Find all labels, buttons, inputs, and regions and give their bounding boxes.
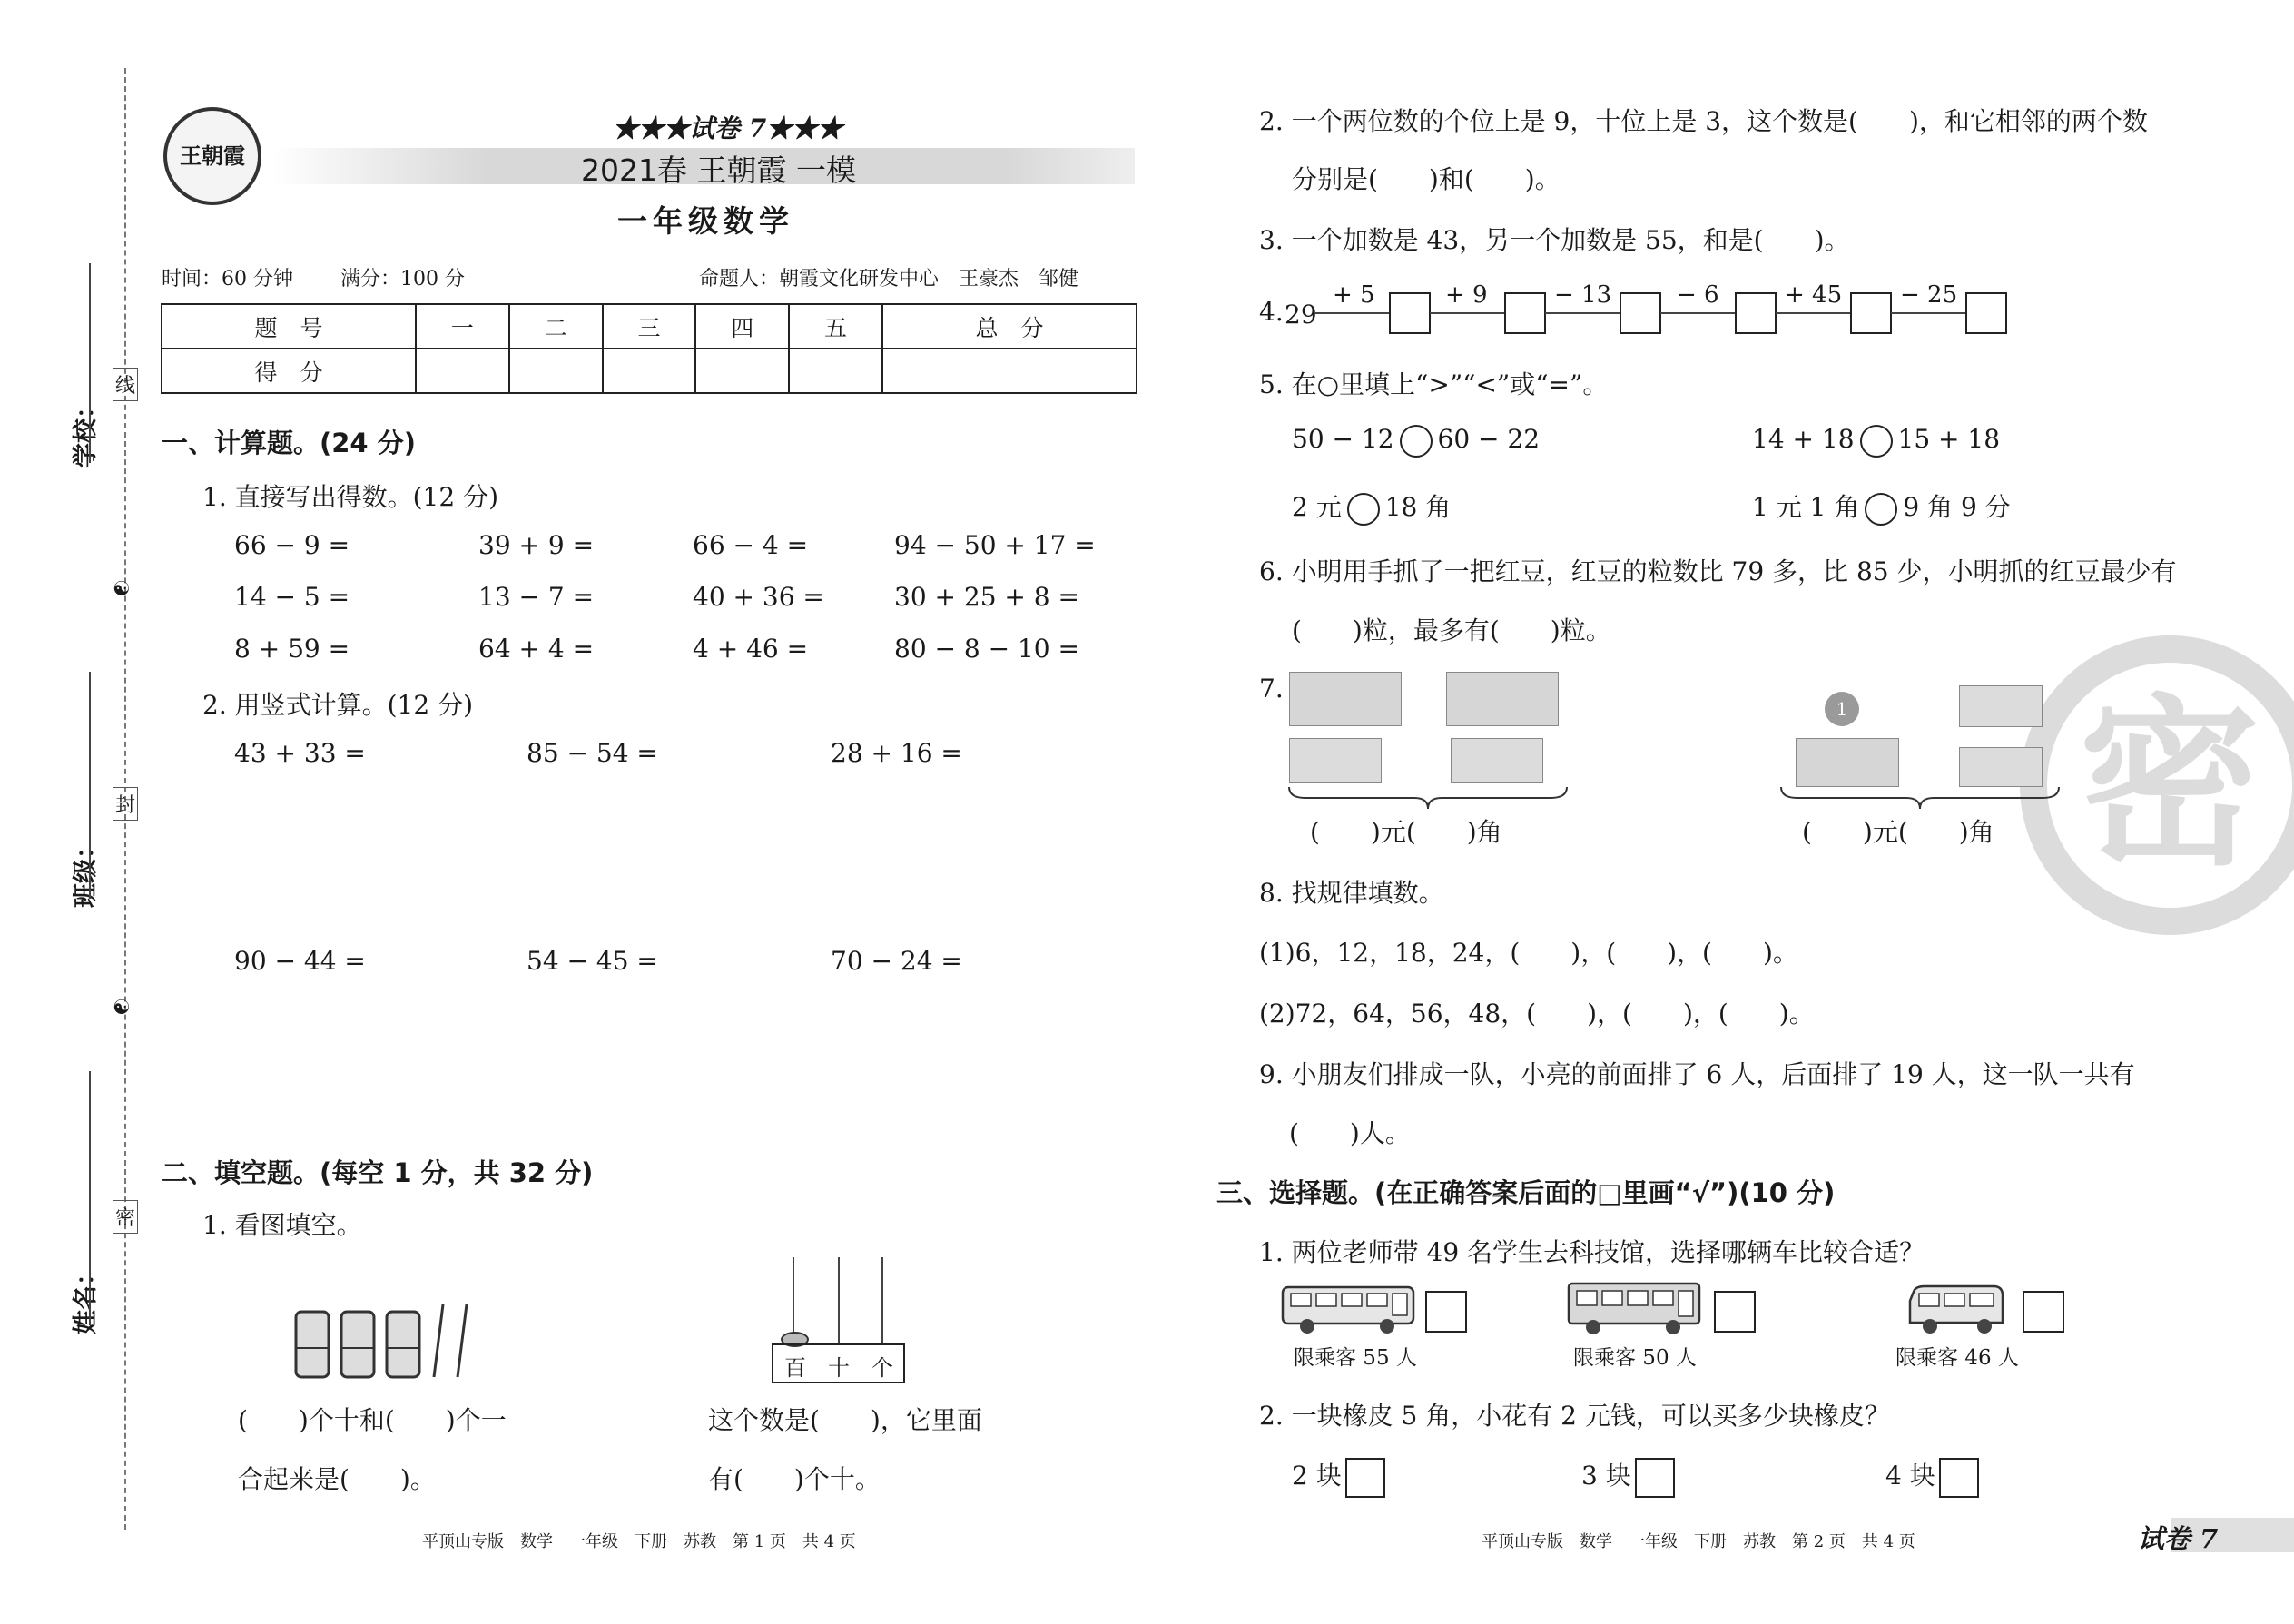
banknote-image (1959, 747, 2043, 787)
vertical-calc-item: 90 − 44 = (234, 946, 366, 976)
s2-q9-line1: 9. 小朋友们排成一队，小亮的前面排了 6 人，后面排了 19 人，这一队一共有 (1259, 1059, 2135, 1089)
s2-q6-line1: 6. 小明用手抓了一把红豆，红豆的粒数比 79 多，比 85 少，小明抓的红豆最少有 (1259, 556, 2177, 586)
score-cell: 三 (603, 304, 696, 349)
authors-info: 命题人：朝霞文化研发中心 王豪杰 邹健 (699, 268, 1079, 290)
vertical-calc-item: 70 − 24 = (831, 946, 962, 976)
vertical-calc-item: 85 − 54 = (527, 738, 658, 768)
compare-right: 60 − 22 (1437, 424, 1541, 454)
school-label: 学校： (72, 394, 100, 468)
option-box[interactable] (1345, 1458, 1385, 1498)
footer-right: 平顶山专版 数学 一年级 下册 苏教 第 2 页 共 4 页 (1482, 1532, 1915, 1551)
footer-left: 平顶山专版 数学 一年级 下册 苏教 第 1 页 共 4 页 (422, 1532, 856, 1551)
compare-circle[interactable] (1865, 493, 1897, 526)
coin-image: 1 (1825, 692, 1859, 726)
chain-answer-box[interactable] (1620, 292, 1661, 334)
chain-answer-box[interactable] (1389, 292, 1431, 334)
calc-item: 14 − 5 = (234, 582, 350, 612)
s2-q1-left-line2: 合起来是( )。 (238, 1464, 436, 1494)
class-label: 班级： (72, 834, 100, 908)
compare-right: 18 角 (1384, 492, 1452, 522)
calc-item: 94 − 50 + 17 = (894, 530, 1096, 560)
paper-tab-label: 试卷 7 (2138, 1523, 2219, 1554)
watermark-seal (2020, 635, 2294, 935)
bus-icon (1280, 1283, 1416, 1335)
bus-capacity: 限乘客 46 人 (1895, 1346, 2019, 1370)
compare-right: 15 + 18 (1897, 424, 2001, 454)
abacus-label: 个 (871, 1355, 893, 1381)
chain-op: − 13 (1554, 281, 1612, 309)
eraser-option (1885, 1456, 1979, 1498)
arrow-line (1430, 312, 1504, 314)
arrow-line (1314, 312, 1389, 314)
s2-q3: 3. 一个加数是 43，另一个加数是 55，和是( )。 (1259, 225, 1850, 255)
option-box[interactable] (1635, 1458, 1675, 1498)
q4-start: 29 (1285, 300, 1317, 330)
banknote-image (1289, 738, 1382, 783)
chain-answer-box[interactable] (1965, 292, 2007, 334)
xian-mark: 线 (113, 368, 138, 401)
score-table-score-row (162, 349, 1137, 393)
subject-title: 一年级数学 (617, 203, 794, 239)
bus-icon (1906, 1283, 2006, 1335)
score-cell: 五 (789, 304, 882, 349)
time-info: 时间：60 分钟 (162, 268, 293, 290)
calc-item: 13 − 7 = (478, 582, 595, 612)
bus-choice-box[interactable] (1425, 1291, 1467, 1333)
chain-answer-box[interactable] (1850, 292, 1892, 334)
compare-left: 1 元 1 角 (1752, 492, 1860, 522)
score-input-cell[interactable] (603, 349, 696, 393)
score-table (161, 303, 1137, 394)
banknote-image (1289, 672, 1402, 726)
watermark-char: 密 (2078, 679, 2260, 891)
calc-item: 66 − 9 = (234, 530, 350, 560)
calc-item: 40 + 36 = (693, 582, 824, 612)
option-label: 4 块 (1885, 1461, 1935, 1491)
score-input-cell[interactable] (509, 349, 603, 393)
q7-answer: ( )元( )角 (1802, 817, 1994, 847)
banknote-image (1959, 685, 2043, 727)
compare-left: 14 + 18 (1752, 424, 1855, 454)
school-field-line[interactable] (89, 263, 91, 463)
compare-item (1752, 487, 2011, 526)
abacus-rod (838, 1257, 840, 1343)
eraser-option (1292, 1456, 1385, 1498)
s2-q8-1: (1)6，12，18，24，( )，( )，( )。 (1259, 938, 1798, 968)
brace-icon (1779, 785, 2061, 812)
score-table-header-row (162, 304, 1137, 349)
s2-q8-2: (2)72，64，56，48，( )，( )，( )。 (1259, 999, 1815, 1029)
s2-q1-right-line2: 有( )个十。 (708, 1464, 881, 1494)
s2-q1-left-line1: ( )个十和( )个一 (238, 1405, 507, 1435)
bus-capacity: 限乘客 55 人 (1294, 1346, 1417, 1370)
abacus-rod (793, 1257, 794, 1343)
abacus-base (772, 1343, 905, 1383)
chain-op: − 6 (1677, 281, 1719, 309)
s2-q5-title: 5. 在○里填上“>”“<”或“=”。 (1259, 369, 1609, 399)
name-label: 姓名： (72, 1261, 100, 1334)
chain-op: + 45 (1785, 281, 1843, 309)
q7-answer: ( )元( )角 (1310, 817, 1502, 847)
feng-mark: 封 (113, 787, 138, 821)
arrow-line (1545, 312, 1620, 314)
section1-title: 一、计算题。(24 分) (162, 428, 416, 458)
arrow-line (1891, 312, 1965, 314)
arrow-line (1660, 312, 1735, 314)
option-label: 2 块 (1292, 1461, 1342, 1491)
s1-q1-title: 1. 直接写出得数。(12 分) (202, 482, 498, 512)
s2-q7-number: 7. (1259, 674, 1284, 704)
s2-q1-right-line1: 这个数是( )，它里面 (708, 1405, 982, 1435)
s2-q1-title: 1. 看图填空。 (202, 1210, 362, 1240)
chain-answer-box[interactable] (1504, 292, 1546, 334)
s3-q2: 2. 一块橡皮 5 角，小花有 2 元钱，可以买多少块橡皮？ (1259, 1401, 1890, 1431)
score-input-cell[interactable] (416, 349, 509, 393)
vertical-calc-item: 28 + 16 = (831, 738, 962, 768)
banknote-image (1796, 738, 1899, 787)
vertical-calc-item: 43 + 33 = (234, 738, 366, 768)
mi-mark: 密 (113, 1200, 138, 1234)
ornament-icon: ☯ (113, 578, 131, 601)
calc-item: 8 + 59 = (234, 634, 350, 664)
score-cell: 二 (509, 304, 603, 349)
score-cell: 四 (695, 304, 789, 349)
name-field-line[interactable] (89, 1071, 91, 1325)
compare-circle[interactable] (1347, 493, 1380, 526)
class-field-line[interactable] (89, 672, 91, 899)
score-input-cell[interactable] (695, 349, 789, 393)
calc-item: 39 + 9 = (478, 530, 595, 560)
s2-q8-title: 8. 找规律填数。 (1259, 878, 1444, 908)
exam-title: 2021春 王朝霞 一模 (581, 153, 856, 188)
s2-q2-line1: 2. 一个两位数的个位上是 9，十位上是 3，这个数是( )，和它相邻的两个数 (1259, 106, 2148, 136)
score-row-label: 得 分 (162, 349, 416, 393)
bus-choice-box[interactable] (1714, 1291, 1756, 1333)
arrow-line (1776, 312, 1850, 314)
score-input-cell[interactable] (789, 349, 882, 393)
section2-title: 二、填空题。(每空 1 分，共 32 分) (162, 1157, 594, 1188)
compare-circle[interactable] (1400, 425, 1433, 458)
paper-tag: ★★★试卷 7★★★ (613, 113, 843, 143)
bundled-sticks-image (289, 1294, 497, 1384)
compare-left: 2 元 (1292, 492, 1342, 522)
bus-capacity: 限乘客 50 人 (1573, 1346, 1697, 1370)
s3-q1: 1. 两位老师带 49 名学生去科技馆，选择哪辆车比较合适？ (1259, 1237, 1925, 1267)
q4-number: 4. (1259, 297, 1284, 327)
calc-item: 4 + 46 = (693, 634, 809, 664)
abacus-label: 十 (828, 1355, 850, 1381)
full-score-info: 满分：100 分 (340, 268, 465, 290)
s2-q6-line2: ( )粒，最多有( )粒。 (1292, 615, 1611, 645)
compare-item (1292, 487, 1451, 526)
banknote-image (1446, 672, 1559, 726)
calc-item: 66 − 4 = (693, 530, 809, 560)
abacus-label: 百 (784, 1355, 806, 1381)
score-cell: 一 (416, 304, 509, 349)
compare-item (1752, 424, 2000, 458)
bus-icon (1566, 1280, 1702, 1336)
compare-left: 50 − 12 (1292, 424, 1394, 454)
chain-op: − 25 (1900, 281, 1958, 309)
chain-op: + 9 (1445, 281, 1488, 309)
s2-q2-line2: 分别是( )和( )。 (1292, 164, 1561, 194)
chain-answer-box[interactable] (1735, 292, 1777, 334)
option-box[interactable] (1939, 1458, 1979, 1498)
vertical-calc-item: 54 − 45 = (527, 946, 658, 976)
score-cell: 总 分 (882, 304, 1137, 349)
eraser-option (1581, 1456, 1675, 1498)
banknote-image (1451, 738, 1543, 783)
s1-q2-title: 2. 用竖式计算。(12 分) (202, 690, 473, 720)
compare-circle[interactable] (1860, 425, 1893, 458)
score-input-cell[interactable] (882, 349, 1137, 393)
calc-item: 80 − 8 − 10 = (894, 634, 1079, 664)
chain-op: + 5 (1333, 281, 1375, 309)
section3-title: 三、选择题。(在正确答案后面的□里画“√”)(10 分) (1216, 1177, 1836, 1208)
s2-q9-line2: ( )人。 (1289, 1118, 1411, 1148)
compare-item (1292, 424, 1540, 458)
calc-item: 64 + 4 = (478, 634, 595, 664)
logo-text: 王朝霞 (180, 143, 245, 169)
score-cell: 题 号 (162, 304, 416, 349)
brace-icon (1287, 785, 1569, 812)
bus-choice-box[interactable] (2023, 1291, 2064, 1333)
abacus-rod (881, 1257, 883, 1343)
calc-item: 30 + 25 + 8 = (894, 582, 1079, 612)
option-label: 3 块 (1581, 1461, 1631, 1491)
compare-right: 9 角 9 分 (1903, 492, 2011, 522)
logo-seal (163, 107, 261, 205)
ornament-icon: ☯ (113, 997, 131, 1019)
